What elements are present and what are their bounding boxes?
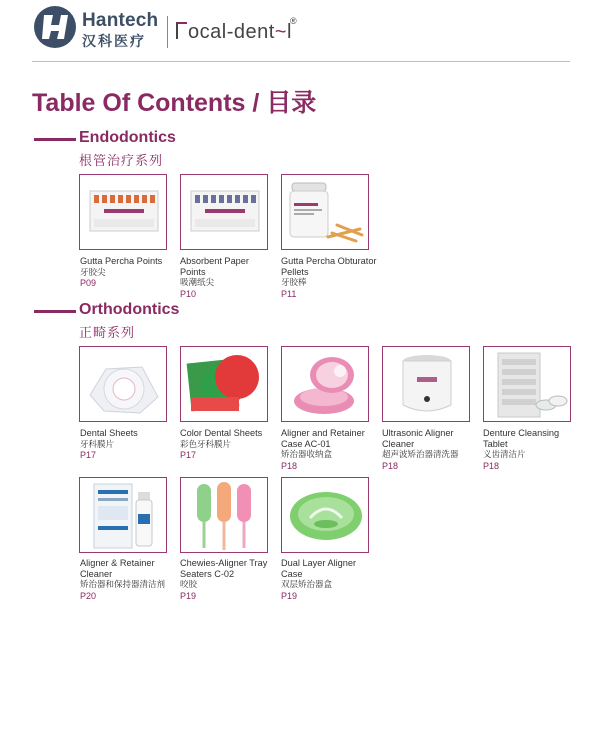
product-caption (180, 558, 276, 601)
product-caption (281, 558, 377, 601)
aligner-case-pink-icon (282, 347, 369, 422)
dental-sheet-disc-icon (80, 347, 167, 422)
product-page-link[interactable]: P18 (382, 460, 399, 471)
product-card-color-dental-sheets[interactable] (180, 346, 268, 422)
partner-brand (176, 21, 292, 44)
product-card-aligner-case[interactable] (281, 346, 369, 422)
product-caption (382, 428, 478, 471)
product-page-link[interactable]: P09 (80, 278, 97, 288)
product-name-cn: 矫治器收纳盒 (281, 449, 333, 459)
product-caption (80, 428, 176, 461)
product-page-link[interactable]: P11 (281, 288, 297, 299)
section-subtitle-orthodontics: 正畸系列 (79, 325, 136, 340)
product-card-dental-sheets[interactable] (79, 346, 167, 422)
product-card-chewies[interactable] (180, 477, 268, 553)
product-name: Gutta Percha Obturator Pellets (281, 256, 377, 277)
product-page-link[interactable]: P10 (180, 288, 197, 299)
product-name: Dual Layer Aligner Case (281, 558, 357, 579)
gutta-percha-points-box-icon (80, 175, 167, 250)
chewies-icon (181, 478, 268, 553)
product-name-cn: 咬胶 (180, 579, 198, 589)
product-caption (80, 558, 176, 601)
section-subtitle-endodontics: 根管治疗系列 (79, 153, 164, 168)
product-name: Gutta Percha Points (80, 256, 163, 266)
product-page-link[interactable]: P18 (281, 460, 298, 471)
product-name-cn: 牙科膜片 (80, 438, 115, 449)
product-card-dual-layer-case[interactable] (281, 477, 369, 553)
product-name-cn: 双层矫治器盒 (281, 579, 333, 589)
product-card-aligner-retainer-cleaner[interactable] (79, 477, 167, 553)
product-name-cn: 吸潮纸尖 (180, 277, 215, 287)
product-name: Absorbent Paper Points (180, 256, 249, 277)
page-title: Table Of Contents / 目录 (32, 89, 317, 117)
foam-cleaner-bottle-icon (80, 478, 167, 553)
brand-separator (167, 16, 168, 48)
product-name-cn: 牙胶棒 (281, 277, 307, 287)
product-caption (80, 256, 176, 289)
partner-brand-end: l (286, 21, 292, 43)
product-name-cn: 超声波矫治器清洗器 (382, 449, 459, 459)
product-page-link[interactable]: P17 (80, 450, 97, 460)
hantech-logo-icon (34, 6, 76, 48)
header-divider (32, 61, 570, 62)
pellets-jar-icon (282, 175, 369, 250)
product-page-link[interactable]: P19 (281, 590, 298, 601)
tablet-blister-icon (484, 347, 571, 422)
product-card-obturator-pellets[interactable] (281, 174, 369, 250)
section-marker-line (34, 138, 76, 141)
product-name-cn: 彩色牙科膜片 (180, 438, 232, 449)
product-page-link[interactable]: P19 (180, 590, 197, 601)
product-caption (281, 428, 377, 471)
section-title-orthodontics: Orthodontics (79, 301, 180, 318)
product-card-gutta-percha-points[interactable] (79, 174, 167, 250)
product-name: Aligner & Retainer Cleaner (80, 558, 155, 579)
product-caption (483, 428, 579, 471)
color-sheets-icon (181, 347, 268, 422)
product-name: Dental Sheets (80, 428, 138, 438)
product-card-ultrasonic-cleaner[interactable] (382, 346, 470, 422)
product-name-cn: 牙胶尖 (80, 266, 106, 277)
product-name-cn: 矫治器和保持器清洁剂 (80, 579, 166, 589)
dual-layer-case-green-icon (282, 478, 369, 553)
product-name: Denture Cleansing Tablet (483, 428, 560, 449)
product-card-absorbent-paper-points[interactable] (180, 174, 268, 250)
partner-brand-text: ocal-dent (188, 21, 275, 43)
product-name: Chewies-Aligner Tray Seaters C-02 (180, 558, 268, 579)
product-page-link[interactable]: P18 (483, 460, 500, 471)
ultrasonic-cleaner-icon (383, 347, 470, 422)
product-name: Color Dental Sheets (180, 428, 263, 438)
product-page-link[interactable]: P17 (180, 450, 197, 460)
product-name-cn: 义齿清洁片 (483, 449, 526, 459)
page-header (34, 6, 574, 52)
paper-points-box-icon (181, 175, 268, 250)
brand-name: Hantech (82, 10, 159, 31)
product-card-denture-cleansing-tablet[interactable] (483, 346, 571, 422)
section-marker-line (34, 310, 76, 313)
brand-name-cn: 汉科医疗 (82, 33, 146, 49)
product-caption (281, 256, 377, 299)
product-name: Ultrasonic Aligner Cleaner (382, 428, 454, 449)
product-caption (180, 428, 276, 461)
product-page-link[interactable]: P20 (80, 590, 97, 601)
product-caption (180, 256, 276, 299)
registered-mark: ® (290, 16, 297, 26)
partner-brand-wave-icon: ~ (274, 21, 287, 43)
partner-brand-logo-mark (176, 22, 187, 39)
product-name: Aligner and Retainer Case AC-01 (281, 428, 365, 449)
section-title-endodontics: Endodontics (79, 129, 176, 146)
